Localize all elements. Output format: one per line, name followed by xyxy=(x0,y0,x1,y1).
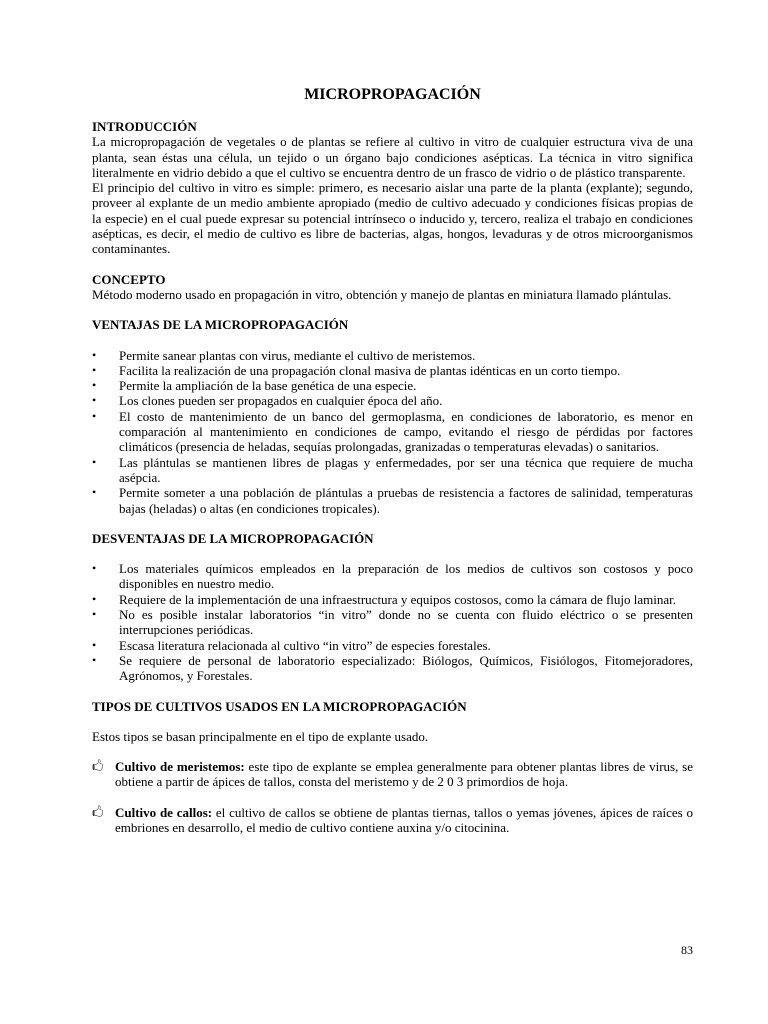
list-item: • Las plántulas se mantienen libres de plagas y enfermedades, por ser una técnica que requiere de mucha asépcia. xyxy=(92,454,693,485)
list-item: • Se requiere de personal de laboratorio especializado: Biólogos, Químicos, Fisiólogos, Fitomejoradores, Agrónomos, y Forestales. xyxy=(92,652,693,684)
bullet-icon: • xyxy=(92,362,97,377)
list-item: • Permite someter a una población de plántulas a pruebas de resistencia a factores de salinidad, temperaturas bajas (heladas) o altas (en condiciones tropicales). xyxy=(92,485,693,516)
list-item: • Los clones pueden ser propagados en cualquier época del año. xyxy=(92,393,443,409)
hand-pointer-icon: 🖒 xyxy=(92,759,104,774)
intro-paragraph-1: La micropropagación de vegetales o de plantas se refiere al cultivo in vitro de cualquier estructura viva de una planta, sean éstas una célula, un tejido o un órgano bajo condiciones asépticas. La técnica in vitro significa literalmente en vidrio debido a que el cultivo se encuentra dentro de un frasco de vidrio o de plástico transparente. xyxy=(92,134,693,180)
list-item: 🖒 Cultivo de meristemos: este tipo de explante se emplea generalmente para obtener plantas libres de virus, se obtiene a partir de ápices de tallos, consta del meristemo y de 2 0 3 primordios de hoja. xyxy=(92,759,693,790)
list-item: • Facilita la realización de una propagación clonal masiva de plantas idénticas en un corto tiempo. xyxy=(92,362,621,378)
bullet-icon: • xyxy=(92,637,97,652)
list-item: • Requiere de la implementación de una infraestructura y equipos costosos, como la cámara de flujo laminar. xyxy=(92,591,677,607)
list-item: • Permite sanear plantas con virus, mediante el cultivo de meristemos. xyxy=(92,347,476,363)
tipos-intro: Estos tipos se basan principalmente en el tipo de explante usado. xyxy=(92,728,429,744)
list-item: • No es posible instalar laboratorios “in vitro” donde no se cuenta con fluido eléctrico o se presenten interrupciones periódicas. xyxy=(92,607,693,638)
list-item: • Los materiales químicos empleados en la preparación de los medios de cultivos son costosos y poco disponibles en nuestro medio. xyxy=(92,561,693,592)
bullet-icon: • xyxy=(92,485,97,500)
page-number: 83 xyxy=(681,943,693,957)
ventajas-list xyxy=(92,348,693,516)
bullet-icon: • xyxy=(92,652,97,667)
bullet-icon: • xyxy=(92,347,97,362)
bullet-icon: • xyxy=(92,408,97,423)
concepto-text: Método moderno usado en propagación in vitro, obtención y manejo de plantas en miniatura llamado plántulas. xyxy=(92,286,672,302)
list-item: • El costo de mantenimiento de un banco del germoplasma, en condiciones de laboratorio, es menor en comparación al mantenimiento en condiciones de campo, evitando el riesgo de pérdidas por factores climáticos (presencia de heladas, sequías prolongadas, granizadas o temperaturas elevadas) o sanitarios. xyxy=(92,408,693,455)
intro-heading: INTRODUCCIÓN xyxy=(92,119,197,134)
bullet-icon: • xyxy=(92,393,97,408)
document-title: MICROPROPAGACIÓN xyxy=(304,86,481,103)
bullet-icon: • xyxy=(92,607,97,622)
desventajas-list xyxy=(92,561,693,683)
hand-pointer-icon: 🖒 xyxy=(92,804,104,819)
bullet-icon: • xyxy=(92,561,97,576)
list-item: • Escasa literatura relacionada al cultivo “in vitro” de especies forestales. xyxy=(92,637,491,653)
term-label: Cultivo de callos: xyxy=(115,804,213,820)
list-item: 🖒 Cultivo de callos: el cultivo de callos se obtiene de plantas tiernas, tallos o yemas jóvenes, ápices de raíces o embriones en desarrollo, el medio de cultivo contiene auxina y/o citocinina. xyxy=(92,804,693,835)
list-item: • Permite la ampliación de la base genética de una especie. xyxy=(92,378,417,394)
term-label: Cultivo de meristemos: xyxy=(115,759,245,775)
concepto-heading: CONCEPTO xyxy=(92,271,166,287)
intro-paragraph-2: El principio del cultivo in vitro es simple: primero, es necesario aislar una parte de la planta (explante); segundo, proveer al explante de un medio ambiente apropiado (medio de cultivo adecuado y condiciones físicas propias de la especie) en el cual puede expresar su potencial intrínseco o inducido y, tercero, realiza el trabajo en condiciones asépticas, es decir, el medio de cultivo es libre de bacterias, algas, hongos, levaduras y de otros microorganismos contaminantes. xyxy=(92,180,693,257)
bullet-icon: • xyxy=(92,454,97,469)
desventajas-heading: DESVENTAJAS DE LA MICROPROPAGACIÓN xyxy=(92,530,374,546)
tipos-heading: TIPOS DE CULTIVOS USADOS EN LA MICROPROPAGACIÓN xyxy=(92,698,467,714)
ventajas-heading: VENTAJAS DE LA MICROPROPAGACIÓN xyxy=(92,317,349,333)
bullet-icon: • xyxy=(92,378,97,393)
bullet-icon: • xyxy=(92,591,97,606)
